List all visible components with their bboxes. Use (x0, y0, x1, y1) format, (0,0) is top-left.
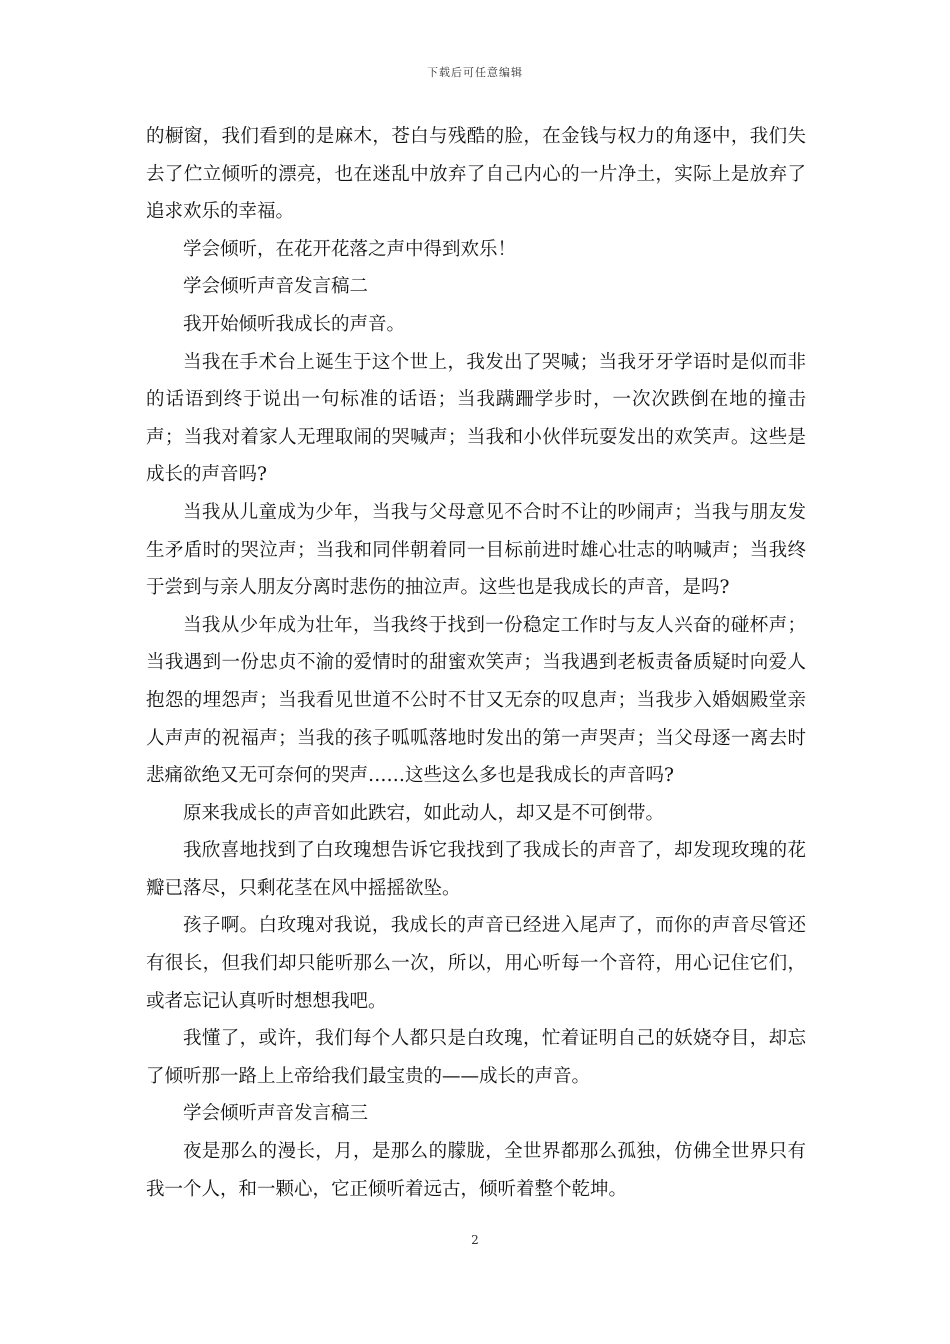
paragraph: 当我在手术台上诞生于这个世上，我发出了哭喊；当我牙牙学语时是似而非的话语到终于说出一句标准的话语；当我蹒跚学步时，一次次跌倒在地的撞击声；当我对着家人无理取闹的哭喊声；当我和小伙伴玩耍发出的欢笑声。这些是成长的声音吗? (146, 351, 806, 486)
paragraph: 当我从少年成为壮年，当我终于找到一份稳定工作时与友人兴奋的碰杯声；当我遇到一份忠贞不渝的爱情时的甜蜜欢笑声；当我遇到老板责备质疑时向爱人抱怨的埋怨声；当我看见世道不公时不甘又无奈的叹息声；当我步入婚姻殿堂亲人声声的祝福声；当我的孩子呱呱落地时发出的第一声哭声；当父母逐一离去时悲痛欲绝又无可奈何的哭声……这些这么多也是我成长的声音吗? (146, 614, 806, 787)
paragraph: 原来我成长的声音如此跌宕，如此动人，却又是不可倒带。 (183, 802, 665, 824)
paragraph: 夜是那么的漫长，月，是那么的朦胧，全世界都那么孤独，仿佛全世界只有我一个人，和一颗心，它正倾听着远古，倾听着整个乾坤。 (146, 1141, 806, 1200)
paragraph: 学会倾听，在花开花落之声中得到欢乐！ (183, 238, 517, 260)
paragraph: 我开始倾听我成长的声音。 (183, 313, 406, 335)
page-header: 下载后可任意编辑 (427, 66, 523, 79)
document-body (146, 118, 806, 1208)
page-number: 2 (471, 1233, 479, 1247)
paragraph: 的橱窗，我们看到的是麻木，苍白与残酷的脸，在金钱与权力的角逐中，我们失去了伫立倾听的漂亮，也在迷乱中放弃了自己内心的一片净土，实际上是放弃了追求欢乐的幸福。 (146, 126, 806, 223)
paragraph: 我懂了，或许，我们每个人都只是白玫瑰，忙着证明自己的妖娆夺目，却忘了倾听那一路上上帝给我们最宝贵的——成长的声音。 (146, 1028, 806, 1087)
paragraph: 当我从儿童成为少年，当我与父母意见不合时不让的吵闹声；当我与朋友发生矛盾时的哭泣声；当我和同伴朝着同一目标前进时雄心壮志的呐喊声；当我终于尝到与亲人朋友分离时悲伤的抽泣声。这些也是我成长的声音，是吗? (146, 501, 806, 599)
section-heading: 学会倾听声音发言稿三 (183, 1103, 369, 1125)
paragraph: 我欣喜地找到了白玫瑰想告诉它我找到了我成长的声音了，却发现玫瑰的花瓣已落尽，只剩花茎在风中摇摇欲坠。 (146, 840, 806, 899)
paragraph: 孩子啊。白玫瑰对我说，我成长的声音已经进入尾声了，而你的声音尽管还有很长，但我们却只能听那么一次，所以，用心听每一个音符，用心记住它们，或者忘记认真听时想想我吧。 (146, 915, 806, 1012)
section-heading: 学会倾听声音发言稿二 (183, 276, 369, 298)
